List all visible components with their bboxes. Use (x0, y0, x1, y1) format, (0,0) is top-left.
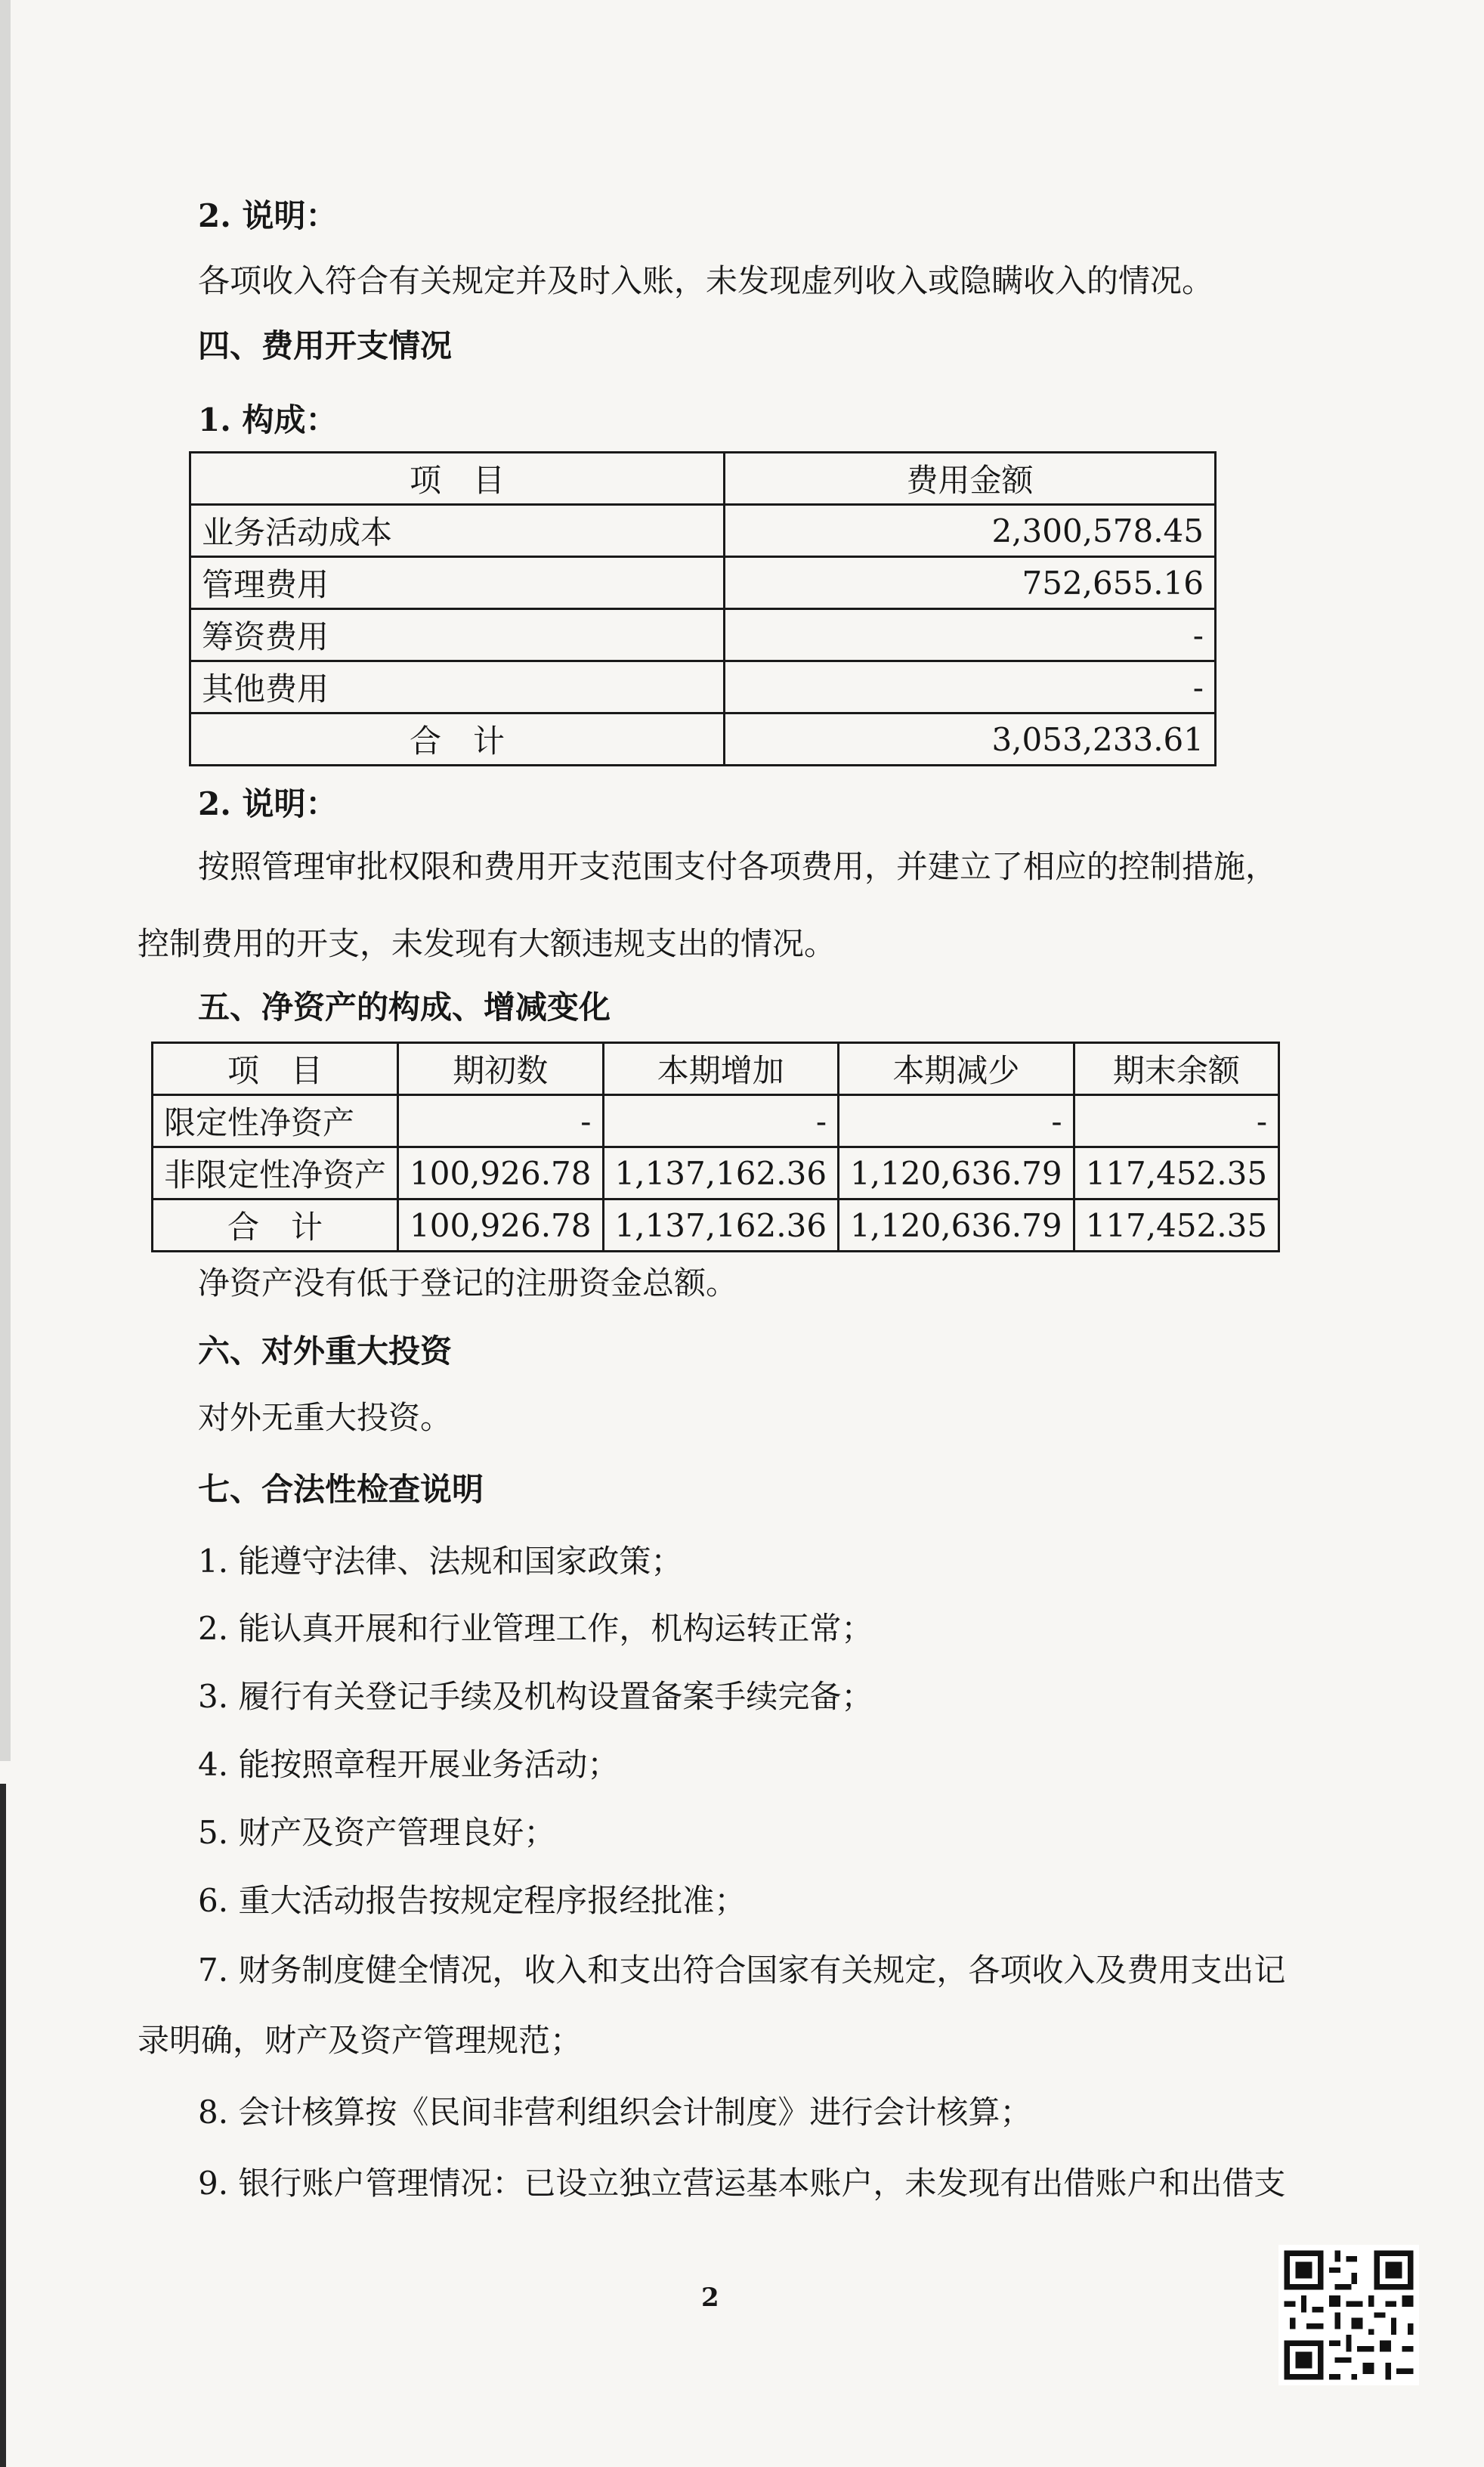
page-edge-shadow (0, 0, 11, 1761)
list-item: 6. 重大活动报告按规定程序报经批准； (198, 1882, 747, 1919)
table-cell: 2,300,578.45 (725, 505, 1216, 557)
section6-heading: 六、对外重大投资 (198, 1333, 453, 1370)
list-item-continuation: 录明确，财产及资产管理规范； (138, 2022, 583, 2059)
table-cell: 100,926.78 (398, 1147, 603, 1199)
table-cell: 合 计 (153, 1199, 398, 1252)
expense-table (189, 451, 1217, 766)
qr-code-icon (1278, 2245, 1419, 2385)
table-cell: 限定性净资产 (153, 1095, 398, 1147)
table-cell: - (398, 1095, 603, 1147)
table-total-row (190, 713, 1216, 766)
table-cell: 1,137,162.36 (603, 1199, 839, 1252)
table-cell: - (603, 1095, 839, 1147)
section4-text-line1: 按照管理审批权限和费用开支范围支付各项费用，并建立了相应的控制措施， (198, 848, 1278, 885)
table-total-row (153, 1199, 1279, 1252)
list-item: 3. 履行有关登记手续及机构设置备案手续完备； (198, 1678, 873, 1715)
table-header-cell: 费用金额 (725, 453, 1216, 505)
section4-sub2: 2. 说明： (198, 785, 338, 822)
section7-heading: 七、合法性检查说明 (198, 1471, 484, 1508)
table-header-row (153, 1043, 1279, 1095)
section3-note-heading: 2. 说明： (198, 197, 338, 234)
list-item: 4. 能按照章程开展业务活动； (198, 1746, 620, 1783)
table-row (190, 661, 1216, 713)
table-cell: - (1074, 1095, 1278, 1147)
section5-heading: 五、净资产的构成、增减变化 (198, 989, 611, 1026)
table-cell: - (725, 661, 1216, 713)
table-cell: 117,452.35 (1074, 1199, 1278, 1252)
list-item: 8. 会计核算按《民间非营利组织会计制度》进行会计核算； (198, 2094, 1032, 2131)
table-cell: 752,655.16 (725, 557, 1216, 609)
table-row (190, 557, 1216, 609)
section6-text: 对外无重大投资。 (198, 1399, 453, 1436)
page-number: 2 (701, 2283, 719, 2313)
table-cell: 非限定性净资产 (153, 1147, 398, 1199)
table-cell: 3,053,233.61 (725, 713, 1216, 766)
list-item: 1. 能遵守法律、法规和国家政策； (198, 1543, 683, 1580)
table-cell: 100,926.78 (398, 1199, 603, 1252)
table-cell: 筹资费用 (190, 609, 725, 661)
section3-note-text: 各项收入符合有关规定并及时入账，未发现虚列收入或隐瞒收入的情况。 (198, 262, 1214, 299)
list-item: 7. 财务制度健全情况，收入和支出符合国家有关规定，各项收入及费用支出记 (198, 1952, 1286, 1989)
section4-heading: 四、费用开支情况 (198, 327, 453, 364)
section5-text: 净资产没有低于登记的注册资金总额。 (198, 1264, 738, 1302)
table-cell: - (839, 1095, 1074, 1147)
table-cell: 1,137,162.36 (603, 1147, 839, 1199)
table-header-cell: 项 目 (153, 1043, 398, 1095)
list-item: 2. 能认真开展和行业管理工作，机构运转正常； (198, 1610, 873, 1647)
table-row (153, 1095, 1279, 1147)
table-cell: - (725, 609, 1216, 661)
table-cell: 其他费用 (190, 661, 725, 713)
table-header-cell: 本期增加 (603, 1043, 839, 1095)
table-header-cell: 期初数 (398, 1043, 603, 1095)
table-row (190, 609, 1216, 661)
table-header-cell: 期末余额 (1074, 1043, 1278, 1095)
table-cell: 1,120,636.79 (839, 1147, 1074, 1199)
table-header-cell: 本期减少 (839, 1043, 1074, 1095)
table-cell: 合 计 (190, 713, 725, 766)
table-row (153, 1147, 1279, 1199)
list-item: 5. 财产及资产管理良好； (198, 1814, 556, 1851)
list-item: 9. 银行账户管理情况：已设立独立营运基本账户，未发现有出借账户和出借支 (198, 2165, 1286, 2202)
section4-sub1: 1. 构成： (198, 401, 338, 438)
table-header-cell: 项 目 (190, 453, 725, 505)
table-cell: 1,120,636.79 (839, 1199, 1074, 1252)
net-assets-table (151, 1042, 1280, 1252)
section4-text-line2: 控制费用的开支，未发现有大额违规支出的情况。 (138, 925, 836, 962)
table-cell: 业务活动成本 (190, 505, 725, 557)
table-row (190, 505, 1216, 557)
table-cell: 管理费用 (190, 557, 725, 609)
page-edge-dark (0, 1784, 6, 2467)
table-cell: 117,452.35 (1074, 1147, 1278, 1199)
table-header-row (190, 453, 1216, 505)
